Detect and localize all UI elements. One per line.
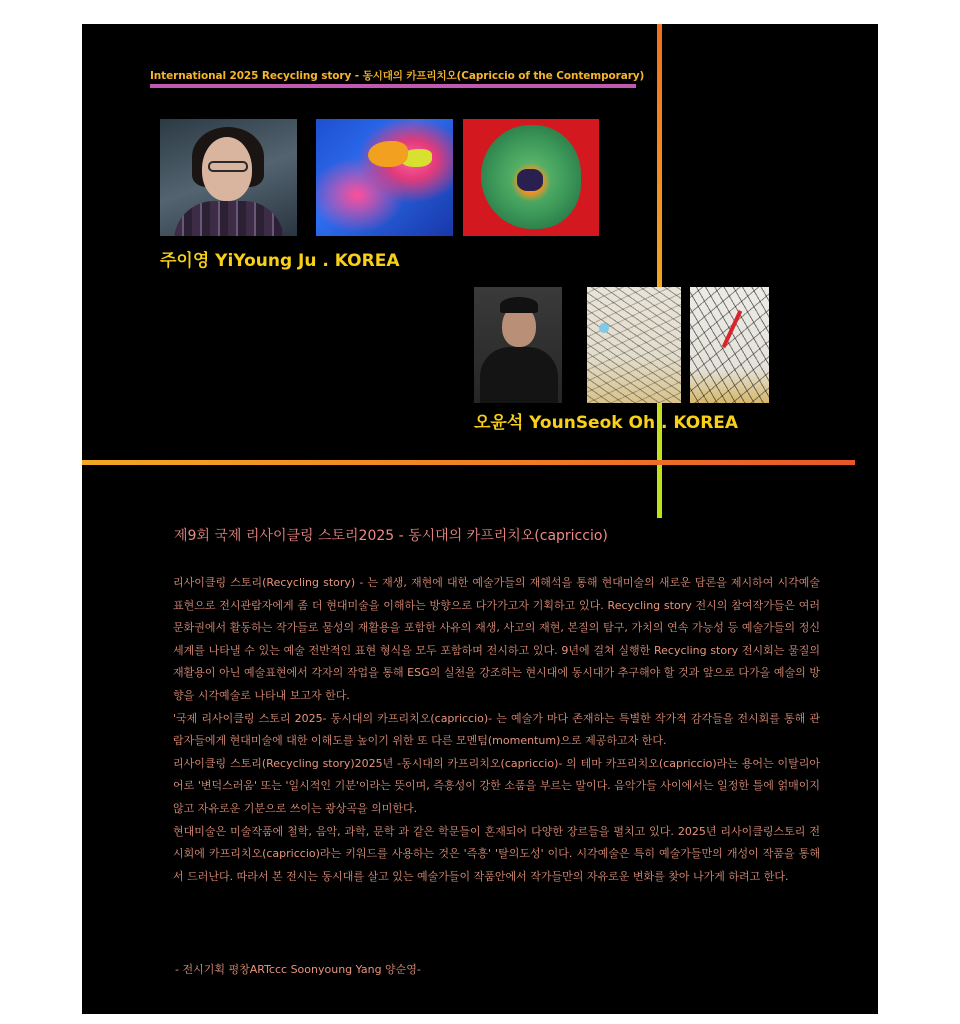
article-body bbox=[173, 572, 820, 888]
artist-portrait-yiyoung-ju bbox=[160, 119, 297, 236]
article-paragraph: 리사이클링 스토리(Recycling story)2025년 -동시대의 카프리치오(capriccio)- 의 테마 카프리치오(capriccio)라는 용어는 이탈리아어로 '변덕스러움' 또는 '일시적인 기분'이라는 뜻이며, 즉흥성이 강한 소품을 부르는 말이다. 음악가들 사이에서는 일정한 틀에 얽매이지 않고 자유로운 기분으로 쓰이는 광상곡을 의미한다. bbox=[173, 756, 820, 815]
header-title: International 2025 Recycling story - 동시대의 카프리치오(Capriccio of the Contemporary) bbox=[150, 70, 645, 82]
vertical-accent-line bbox=[657, 24, 662, 518]
artwork-black-red-calligraphy bbox=[690, 287, 769, 403]
article-title: 제9회 국제 리사이클링 스토리2025 - 동시대의 카프리치오(capriccio) bbox=[174, 528, 608, 544]
artwork-calligraphic-lines bbox=[587, 287, 681, 403]
artist-portrait-younseok-oh bbox=[474, 287, 562, 403]
header-rule bbox=[150, 84, 636, 88]
artist-name-2: 오윤석 YounSeok Oh . KOREA bbox=[474, 413, 739, 433]
artist-name-1: 주이영 YiYoung Ju . KOREA bbox=[160, 251, 400, 271]
curator-credit: - 전시기획 평창ARTccc Soonyoung Yang 양순영- bbox=[175, 963, 421, 976]
article-paragraph: 리사이클링 스토리(Recycling story) - 는 재생, 재현에 대한 예술가들의 재해석을 통해 현대미술의 새로운 담론을 제시하여 시각예술 표현으로 전시관람자에게 좀 더 현대미술을 이해하는 방향으로 다가가고자 기획하고 있다. Recycling story 전시의 참여작가들은 여러 문화권에서 활동하는 작가들로 물성의 재활용을 포함한 사유의 재생, 사고의 재현, 본질의 탐구, 가치의 연속 가능성 등 예술가들의 정신세계를 나타낼 수 있는 예술 전반적인 표현 형식을 모두 포함하며 전시하고 있다. 9년에 걸쳐 실행한 Recycling story 전시회는 물질의 재활용이 아닌 예술표현에서 각자의 작업을 통해 ESG의 실천을 강조하는 현시대에 동시대가 추구해야 할 것과 앞으로 다가올 예술의 방향을 시각예술로 나타내 보고자 한다. bbox=[173, 576, 820, 702]
exhibition-poster bbox=[82, 24, 878, 1014]
horizontal-accent-line bbox=[82, 460, 855, 465]
artwork-red-shell-butterfly bbox=[463, 119, 599, 236]
artwork-blue-pink-butterfly bbox=[316, 119, 453, 236]
article-paragraph: 현대미술은 미술작품에 철학, 음악, 과학, 문학 과 같은 학문들이 혼재되어 다양한 장르들을 펼치고 있다. 2025년 리사이클링스토리 전시회에 카프리치오(capriccio)라는 키워드를 사용하는 것은 '즉흥' '탈의도성' 이다. 시각예술은 특히 예술가들만의 개성이 작품을 통해서 드러난다. 따라서 본 전시는 동시대를 살고 있는 예술가들이 작품안에서 작가들만의 자유로운 변화를 찾아 나가게 하려고 한다. bbox=[173, 824, 820, 883]
article-paragraph: '국제 리사이클링 스토리 2025- 동시대의 카프리치오(capriccio)- 는 예술가 마다 존재하는 특별한 작가적 감각들을 전시회를 통해 관람자들에게 현대미술에 대한 이해도를 높이기 위한 또 다른 모멘텀(momentum)으로 제공하고자 한다. bbox=[173, 711, 820, 748]
